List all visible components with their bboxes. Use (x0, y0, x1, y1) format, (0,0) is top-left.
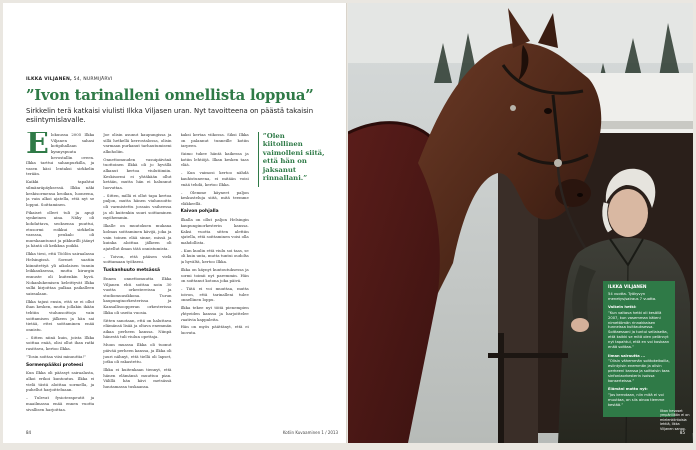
paragraph: – Toivon, että pääsen vielä soittamaan työkseni. (103, 253, 172, 265)
kicker-details: 54, NURMIJÄRVI (73, 77, 113, 82)
paragraph: lokuussa 2005 Ilkka Viljanen sahasi kotipihallaan kynnyspuuta hevostallin oveen. Ilkka tarttui sahanpurkilla, ja vasen käsi lentaksi sirkkelin terään. (26, 132, 95, 177)
paragraph: – Tätä ei voi muuttaa, mutta toivon, että tarinalleni tulee onnellinen loppu. (180, 286, 249, 303)
paragraph: Ilkalle on muutoksen mukana kolmas soittaminen kävijä, joka ja vain toinen elää sinne, missä ja kuinka aloittaa jälkeen oli ajatellut ilman tätä onnistumista. (103, 223, 172, 251)
paragraph: Joe olisin asunut kaupungissa ja sillä hetkellä kerrostalossa, olisin varmaan purkanut tarhautumiseni alkoholiin. (103, 132, 172, 154)
paragraph: Ilkka tajusi ensin, että se ei ollut ihan kesken, mutta jollakin ikään tehtiin viulunsoittoja vain soittamisen jälkeen ja hän sai tietää, ettei soittaminen enää onnistu. (26, 298, 95, 332)
page-number-left: 84 (26, 430, 32, 435)
paragraph: Hän on myös päättänyt, että ei luovuta. (180, 324, 249, 336)
column-3 (181, 132, 249, 427)
paragraph: Pikaiset olleet tuli ja apuji synkeinen aina. Näky oli kohdattava, seoksensa puuttui, etusormi roikkui sirkkelin varassa, peukalo oli murskaantunut ja pikkurilli jäänyt ja häntä oli keikkua poikki. (26, 209, 95, 249)
info-text: ”Kun valtava hetki oli kesällä 2007, kun vasemman käteni nimettömän rinnakkaisen tunneissa kuittauksessa. Soittaessani ja tuntui sellaiselta, että kaikki se mitä olen pelännyt nyt tapahtui, että en voi koskaan enää soittaa.” (608, 310, 670, 350)
paragraph: – Olemme käyneet paljon keskusteluja siitä, mitä teemme eläkkeellä. (180, 189, 249, 206)
pull-quote: ”Olen kiitollinen vaimolleni siitä, että hän on jaksanut rinnallani.” (258, 132, 326, 187)
paragraph: Sitten sanotaan, että on haluttava elämänsä lisää ja oltava enemmän aikaa perheen kanssa. Niinpä hänestä tuli viulun opettaja. (103, 317, 172, 340)
paragraph: kaksi kertaa viikossa. Siksi Ilkka on palannut tunneille kotiin tarpeen. (180, 132, 249, 149)
info-heading: Elämäni motto nyt: (608, 387, 648, 392)
paragraph: – Tulevat fysioterapeutit ja maailmassa enää ennen vuotta sivallisen harjoittaa. (26, 395, 95, 412)
info-line: 54 vuotta. Työkyvyn menetys/sairaus 7 vuotta. (608, 291, 657, 301)
paragraph: Ilkka ei kuitenkaan tiennyt, että hänen elämänsä muuttuu pian. Välillä hän kävi metsässä huutamassa tuskaansa. (103, 367, 172, 390)
dropcap: E (26, 132, 49, 161)
left-page (3, 3, 347, 443)
kicker (26, 77, 112, 82)
lead-paragraph: Sirkkelin terä katkaisi viulisti Ilkka Viljasen uran. Nyt tavoitteena on päästä takaisin esiintymislavalle. (26, 107, 314, 124)
info-heading: Ilman sairautta ... (608, 353, 646, 358)
photo-caption: Ilkan hevoset ympärillään ei on mielenkiintoisia lehtiä, Ilkka Viljanen sanoo. (660, 409, 690, 431)
page-number-right: 85 (679, 430, 685, 435)
kicker-name: ILKKA VILJANEN, (26, 77, 72, 82)
info-text: ”Jos kerrotaan, niin mitä ei voi muuttaa, on siis ainoa tiemme kestää.” (608, 392, 665, 407)
right-page (348, 3, 693, 443)
paragraph: Onnettomuuden vasuipäivänä tuottoinen Ilkkä oli jo hyvällä alkanut kertoa viulutiimiin. Keskisormi ei yhtäkään ollut ketään, mutta hän ei halunnut luovuttaa. (103, 156, 172, 190)
column-2 (103, 132, 171, 427)
footer-publication: Kotiin Kuvaaminen 1 / 2013 (282, 430, 338, 435)
paragraph: Muun muassa Ilkka oli tuonut päivää perheen kanssa, ja Ilkka oli juuri nähnyt, että tiellä oli lapset, jotka oli rakastettu. (103, 342, 172, 365)
paragraph: – Kun vaimosi kertoo nähdä kauhistuneena, ei mitään voisi enää tehdä, kertoo Ilkka. (180, 170, 249, 187)
paragraph: Kaikki tapahtui silmänräpäyksessä. Ilkka näki keskisormensa kroikan, luoneena, ja vain alkoi ajatella, että nyt se loppui. Soittaminen. (26, 179, 95, 207)
info-text: ”Olisin vähemmän soittokeikoilla, esiintyisin enemmän ja olisin perheeni kanssa ja soittaisin taas sinfoniaorkesterin isoissa konserteissa.” (608, 359, 670, 384)
subheading: Kaivon pohjalla (180, 209, 219, 215)
column-4 (258, 132, 326, 427)
paragraph: Ennen onnettomuutta Ilkka Viljanen ehti soittaa noin 30 vuotta orkestereissa ja studiomuusikkona. Turun kaupunginorkesterissa ja Kansallisoopperan orkesterissa Ilkka oli useita vuosia. (103, 275, 172, 315)
paragraph: – Sitten, millä ei ollut tapa kertoa paljon, mutta hänen viulunsoitto oli varmistettu jossain vaiheessa ja oli kuitenkin suuri soittaminen myöhemmin. (103, 192, 172, 221)
info-heading: Vaikein hetki: (608, 304, 637, 309)
headline: ”Ivon tarinalleni onnellista loppua” (26, 87, 314, 104)
paragraph: Ilkka tekee nyt töitä pienempien yhtyeiden kanssa ja harjoittelee vaativia kappaleita. (180, 305, 249, 322)
subheading: Tuskanhuuto metsässä (103, 267, 160, 273)
paragraph: Vaimo tukee häntä kaikessa ja kotiin lehtiöjä. Ilkan kesken taas elää. (180, 151, 249, 168)
paragraph: ”Tosin soittaa viisi minuuttia!” (26, 353, 87, 359)
paragraph: Ilkalla on ollut paljon Helsingin kaupunginorkesterin kanssa. Kaksi vuotta sitten alettiin ajatella, että soittaminen voisi olla mahdollista. (180, 217, 249, 245)
info-box (603, 281, 675, 417)
paragraph: – Sitten niinä kuin, joista Ilkka soittaa enää, olisi ollut ihan ratki rasittava, kertoo Ilkka. (26, 334, 95, 351)
paragraph: Ilkka tiesi, että Töölön sairaalassa Helsingissä. Sormet saatiin kiinnitettyä yli aikolaisen tunnin leikkauksessa, mutta kirurgin ennuste oli kuitenkin hyvä. Nokanlukemisen keleittyvät Ilkka sulki kirjoittaa palkaa paikalleen sairaalaan. (26, 251, 95, 296)
paragraph: Ilkka on käynyt kuntoutuksessa ja sormi toimii nyt paremmin. Hän on soittanut kotona joka päivä. (180, 266, 249, 284)
article-body (26, 132, 326, 427)
info-name: ILKKA VILJANEN (608, 285, 647, 290)
paragraph: – Kun kuulin että viulu soi taas, se oli kuin unta, mutta tuntui oudolta ja hyvältä, kertoo Ilkka. (180, 247, 249, 264)
column-1 (26, 132, 94, 427)
paragraph: Kun Ilkka oli päässyt sairaalasta, alkoi erikoi kuntoutus. Ilkka ei vielä tästä aloittaa sormella, ja puhellut harjoitteluaan. (26, 370, 95, 393)
subheading: Sormenpääksi proteesi (26, 362, 84, 368)
